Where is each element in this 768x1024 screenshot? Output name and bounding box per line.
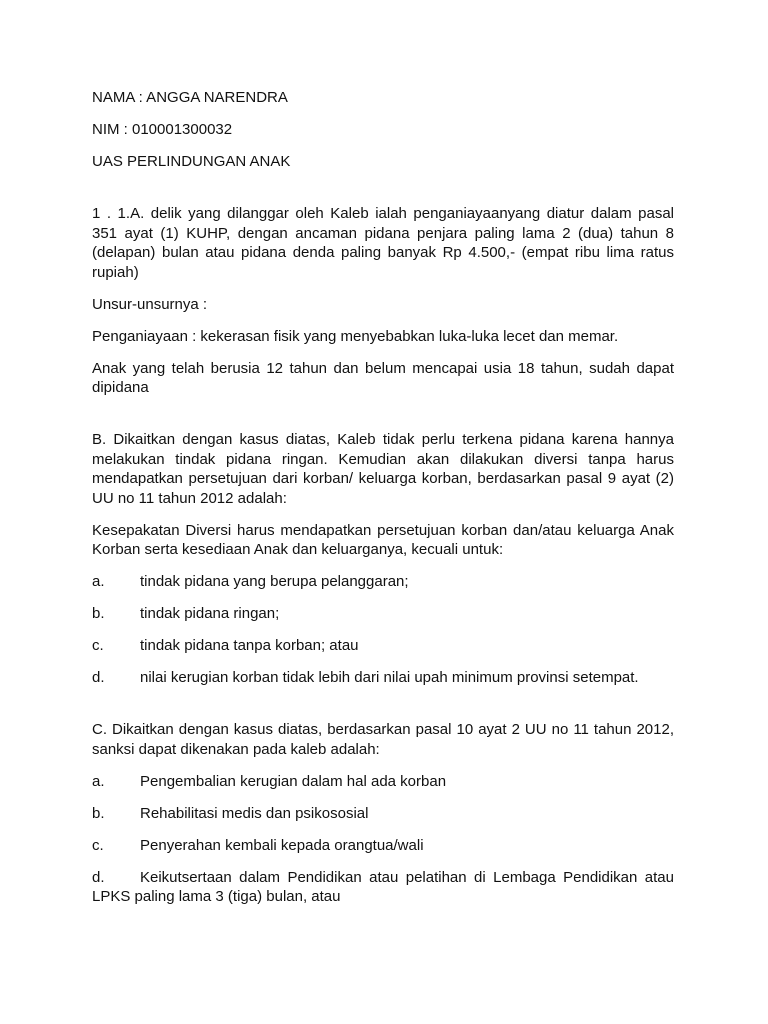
list-marker: a. [92, 772, 105, 790]
answer-b-paragraph: B. Dikaitkan dengan kasus diatas, Kaleb tidak perlu terkena pidana karena hannya melakukan tindak pidana ringan. Kemudian akan dilakukan diversi tanpa harus mendapatkan persetujuan dari korban/ keluarga korban, berdasarkan pasal 9 ayat (2) UU no 11 tahun 2012 adalah: [92, 431, 674, 507]
spacer [92, 184, 674, 204]
list-item-text: Keikutsertaan dalam Pendidikan atau pelatihan di Lembaga Pendidikan atau LPKS paling lama 3 (tiga) bulan, atau [92, 868, 674, 905]
course-title: UAS PERLINDUNGAN ANAK [92, 153, 291, 170]
unsur-heading: Unsur-unsurnya : [92, 295, 208, 313]
answer-1a-paragraph: 1 . 1.A. delik yang dilanggar oleh Kaleb ialah penganiayaanyang diatur dalam pasal 351 ayat (1) KUHP, dengan ancaman pidana penjara paling lama 2 (dua) tahun 8 (delapan) bulan atau pidana denda paling banyak Rp 4.500,- (empat ribu lima ratus rupiah) [92, 205, 674, 281]
answer-b-quote: Kesepakatan Diversi harus mendapatkan persetujuan korban dan/atau keluarga Anak Korban serta kesediaan Anak dan keluarganya, kecuali untuk: [92, 521, 674, 558]
list-item-b-d [92, 668, 674, 688]
document-body [92, 88, 674, 919]
list-marker: b. [92, 605, 105, 622]
unsur-item-anak: Anak yang telah berusia 12 tahun dan belum mencapai usia 18 tahun, sudah dapat dipidana [92, 359, 674, 396]
list-marker: a. [92, 573, 105, 590]
list-marker: c. [92, 836, 104, 854]
unsur-item-penganiayaan: Penganiayaan : kekerasan fisik yang menyebabkan luka-luka lecet dan memar. [92, 327, 619, 345]
list-marker: c. [92, 637, 104, 654]
answer-c-paragraph: C. Dikaitkan dengan kasus diatas, berdasarkan pasal 10 ayat 2 UU no 11 tahun 2012, sanksi dapat dikenakan pada kaleb adalah: [92, 721, 674, 758]
student-name: NAMA : ANGGA NARENDRA [92, 89, 288, 106]
list-item-b-c [92, 636, 674, 656]
list-item-text: tindak pidana ringan; [140, 605, 280, 622]
list-item-b-b [92, 604, 674, 624]
student-nim: NIM : 010001300032 [92, 121, 233, 138]
list-item-c-c [92, 836, 674, 856]
list-marker: d. [92, 868, 105, 886]
list-item-c-d [92, 868, 674, 907]
list-item-text: Rehabilitasi medis dan psikososial [140, 804, 369, 822]
list-marker: b. [92, 804, 105, 822]
list-item-text: Penyerahan kembali kepada orangtua/wali [140, 836, 424, 854]
list-item-text: tindak pidana tanpa korban; atau [140, 637, 359, 654]
list-item-c-b [92, 804, 674, 824]
list-item-text: Pengembalian kerugian dalam hal ada korban [140, 772, 447, 790]
list-marker: d. [92, 669, 105, 686]
list-item-c-a [92, 772, 674, 792]
list-item-b-a [92, 572, 674, 592]
spacer [92, 410, 674, 430]
spacer [92, 700, 674, 720]
list-item-text: nilai kerugian korban tidak lebih dari nilai upah minimum provinsi setempat. [140, 669, 639, 686]
list-item-text: tindak pidana yang berupa pelanggaran; [140, 573, 409, 590]
